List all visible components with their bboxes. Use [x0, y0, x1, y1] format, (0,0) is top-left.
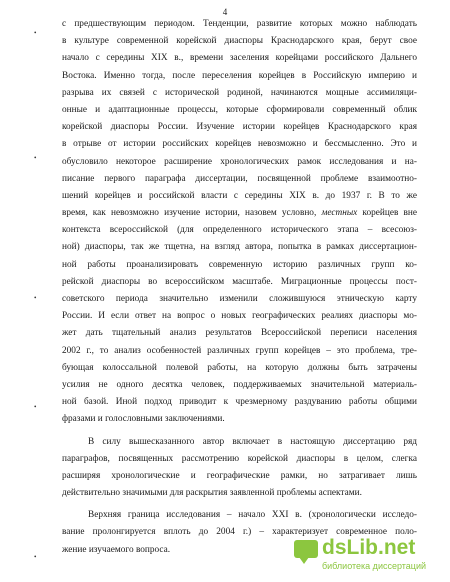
text-line: Востока. Именно тогда, после переселения корейцев в Российскую империю и — [62, 70, 417, 81]
text-line: жение изучаемого вопроса. — [62, 544, 171, 555]
text-line: жет дать тщательный анализ результатов Всероссийской переписи населения — [62, 328, 417, 339]
text-line: ной базой. Иной подход приводит к чрезмерному раздуванию работы общими — [62, 397, 417, 408]
paragraph-2 — [62, 434, 417, 503]
text-line: рейской диаспоры во всероссийском масштабе. Миграционные процессы пост- — [62, 276, 417, 287]
margin-mark: • — [34, 29, 37, 37]
text-line: в культуре современной корейской диаспоры Краснодарского края, берут свое — [62, 36, 417, 47]
margin-mark: • — [34, 154, 37, 162]
text-line: начало с середины XIX в., времени заселения корейцами российского Дальнего — [62, 53, 417, 64]
text-line: действительно значимыми для раскрытия заявленной проблемы аспектами. — [62, 488, 362, 499]
text-line: корейской диаспоры России. Изучение истории корейцев Краснодарского края — [62, 122, 417, 133]
text-line: обусловило некоторое расширение хронологических рамок исследования и на- — [62, 156, 417, 167]
margin-mark: • — [34, 403, 37, 411]
text-line: ной работы проанализировать современную историю различных групп ко- — [62, 259, 417, 270]
text-line: усилия не одного десятка человек, поддерживаемых значительной материаль- — [62, 379, 417, 390]
text-line: Верхняя граница исследования – начало XXI в. (хронологически исследо- — [88, 510, 417, 521]
text-line: фразами и голословными заключениями. — [62, 414, 225, 425]
text-line: расширяя хронологические и географические рамки, но затрагивает лишь — [62, 470, 417, 481]
document-body — [62, 16, 417, 559]
text-line: 2002 г., то анализ особенностей различных групп корейцев – это проблема, тре- — [62, 345, 417, 356]
text-line: с предшествующим периодом. Тенденции, развитие которых можно наблюдать — [62, 19, 417, 29]
text-line: ной) диаспоры, так же тщетна, на взгляд автора, попытка в рамках диссертацион- — [62, 242, 417, 253]
paragraph-1 — [62, 16, 417, 429]
text-line: В силу вышесказанного автор включает в настоящую диссертацию ряд — [88, 436, 417, 447]
emphasized-word: местных — [321, 208, 358, 219]
text-line: разрыва их связей с исторической родиной, начинаются мощные ассимиляци- — [62, 87, 417, 98]
text-line: параграфов, посвященных рассмотрению корейской диаспоры в целом, слегка — [62, 453, 417, 464]
margin-mark: • — [34, 553, 37, 561]
text-line-italic: время, как невозможно изучение истории, назовем условно, местных корейцев вне — [62, 208, 417, 219]
page-number: 4 — [222, 7, 228, 17]
watermark-brand: dsLib.net — [322, 536, 416, 559]
text-line: контекста всероссийской (для определенного исторического этапа – всесоюз- — [62, 225, 417, 236]
text-line: советского периода значительно изменили сложившуюся этническую карту — [62, 294, 417, 304]
text-line: России. И если ответ на вопрос о новых географических реалиях диаспоры мо- — [62, 311, 417, 322]
dslib-watermark — [294, 536, 444, 576]
text-line: шений корейцев и российской власти с середины XIX в. до 1937 г. В то же — [62, 190, 417, 201]
speech-bubble-icon — [294, 540, 318, 558]
text-line: писание первого параграфа диссертации, посвященной проблеме взаимоотно- — [62, 173, 417, 184]
text-line: в отрыве от истории российских корейцев невозможно и бессмысленно. Это и — [62, 139, 417, 150]
text-line: онные и адаптационные процессы, которые сформировали современный облик — [62, 104, 417, 115]
margin-mark: • — [34, 294, 37, 302]
text-line: вание пролонгируется вплоть до 2004 г.) – характеризует современное поло- — [62, 527, 417, 538]
watermark-subtitle: библиотека диссертаций — [322, 561, 427, 571]
text-line: бующая колоссальной полевой работы, на которую должны быть затрачены — [62, 362, 417, 373]
